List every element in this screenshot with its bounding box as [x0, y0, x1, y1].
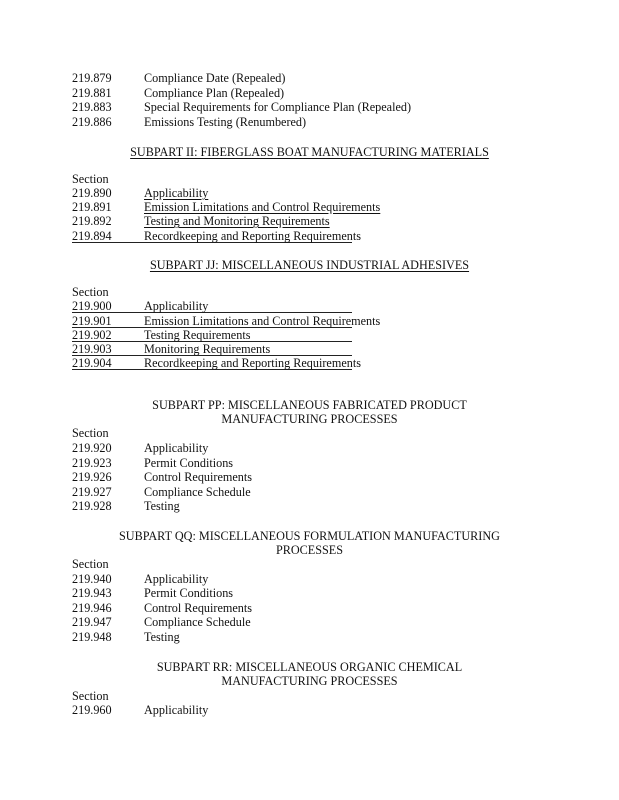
section-number: 219.879	[72, 71, 112, 85]
section-title: Emissions Testing (Renumbered)	[144, 115, 307, 129]
section-title: Permit Conditions	[144, 456, 234, 470]
section-number: 219.883	[72, 100, 112, 114]
section-title: Testing	[144, 499, 180, 513]
section-label: Section	[72, 557, 109, 571]
section-number: 219.927	[72, 485, 112, 499]
section-title: Compliance Schedule	[144, 615, 251, 629]
subpart-pp-heading-line2: MANUFACTURING PROCESSES	[221, 412, 398, 426]
section-number: 219.881	[72, 86, 112, 100]
section-title: Compliance Plan (Repealed)	[144, 86, 285, 100]
section-number: 219.947	[72, 615, 112, 629]
section-title: Applicability	[144, 703, 209, 717]
section-title: Permit Conditions	[144, 586, 234, 600]
section-title: Applicability	[144, 441, 209, 455]
section-label: Section	[72, 172, 109, 186]
subpart-heading-text: SUBPART II: FIBERGLASS BOAT MANUFACTURING MATERIALS	[130, 145, 489, 159]
subpart-qq-heading-line1: SUBPART QQ: MISCELLANEOUS FORMULATION MANUFACTURING	[119, 529, 500, 543]
section-number: 219.900	[72, 299, 112, 313]
section-number: 219.902	[72, 328, 112, 342]
section-number: 219.940	[72, 572, 112, 586]
section-title: Special Requirements for Compliance Plan (Repealed)	[144, 100, 412, 114]
subpart-jj-heading	[0, 258, 619, 273]
subpart-pp-heading-line1: SUBPART PP: MISCELLANEOUS FABRICATED PRODUCT	[152, 398, 467, 412]
section-title: Emission Limitations and Control Requirements	[144, 200, 381, 214]
section-number: 219.920	[72, 441, 112, 455]
section-label: Section	[72, 426, 109, 440]
subpart-ii-heading	[0, 145, 619, 160]
section-number: 219.901	[72, 314, 112, 328]
section-number: 219.946	[72, 601, 112, 615]
section-title: Testing	[144, 630, 180, 644]
subpart-qq-heading-line2: PROCESSES	[275, 543, 344, 557]
section-number: 219.960	[72, 703, 112, 717]
section-title: Applicability	[144, 572, 209, 586]
section-number: 219.903	[72, 342, 112, 356]
section-number: 219.892	[72, 214, 112, 228]
section-title: Compliance Schedule	[144, 485, 251, 499]
section-number: 219.891	[72, 200, 112, 214]
subpart-rr-heading-line1: SUBPART RR: MISCELLANEOUS ORGANIC CHEMICAL	[156, 660, 463, 674]
section-title: Monitoring Requirements	[144, 342, 271, 356]
section-title: Recordkeeping and Reporting Requirements	[144, 356, 361, 370]
section-title: Applicability	[144, 186, 209, 200]
section-label: Section	[72, 285, 109, 299]
section-title: Recordkeeping and Reporting Requirements	[144, 229, 361, 243]
section-title: Compliance Date (Repealed)	[144, 71, 286, 85]
section-title: Emission Limitations and Control Requirements	[144, 314, 381, 328]
section-number: 219.904	[72, 356, 112, 370]
subpart-rr-heading-line2: MANUFACTURING PROCESSES	[221, 674, 398, 688]
section-title: Control Requirements	[144, 470, 252, 484]
section-number: 219.923	[72, 456, 112, 470]
section-title: Testing Requirements	[144, 328, 251, 342]
section-number: 219.890	[72, 186, 112, 200]
section-title: Control Requirements	[144, 601, 252, 615]
section-number: 219.886	[72, 115, 112, 129]
section-title: Applicability	[144, 299, 209, 313]
section-number: 219.894	[72, 229, 112, 243]
section-number: 219.948	[72, 630, 112, 644]
section-number: 219.928	[72, 499, 112, 513]
section-label: Section	[72, 689, 109, 703]
underline-rule	[72, 299, 352, 314]
section-number: 219.926	[72, 470, 112, 484]
section-number: 219.943	[72, 586, 112, 600]
section-title: Testing and Monitoring Requirements	[144, 214, 330, 228]
subpart-heading-text: SUBPART JJ: MISCELLANEOUS INDUSTRIAL ADHESIVES	[149, 258, 470, 272]
